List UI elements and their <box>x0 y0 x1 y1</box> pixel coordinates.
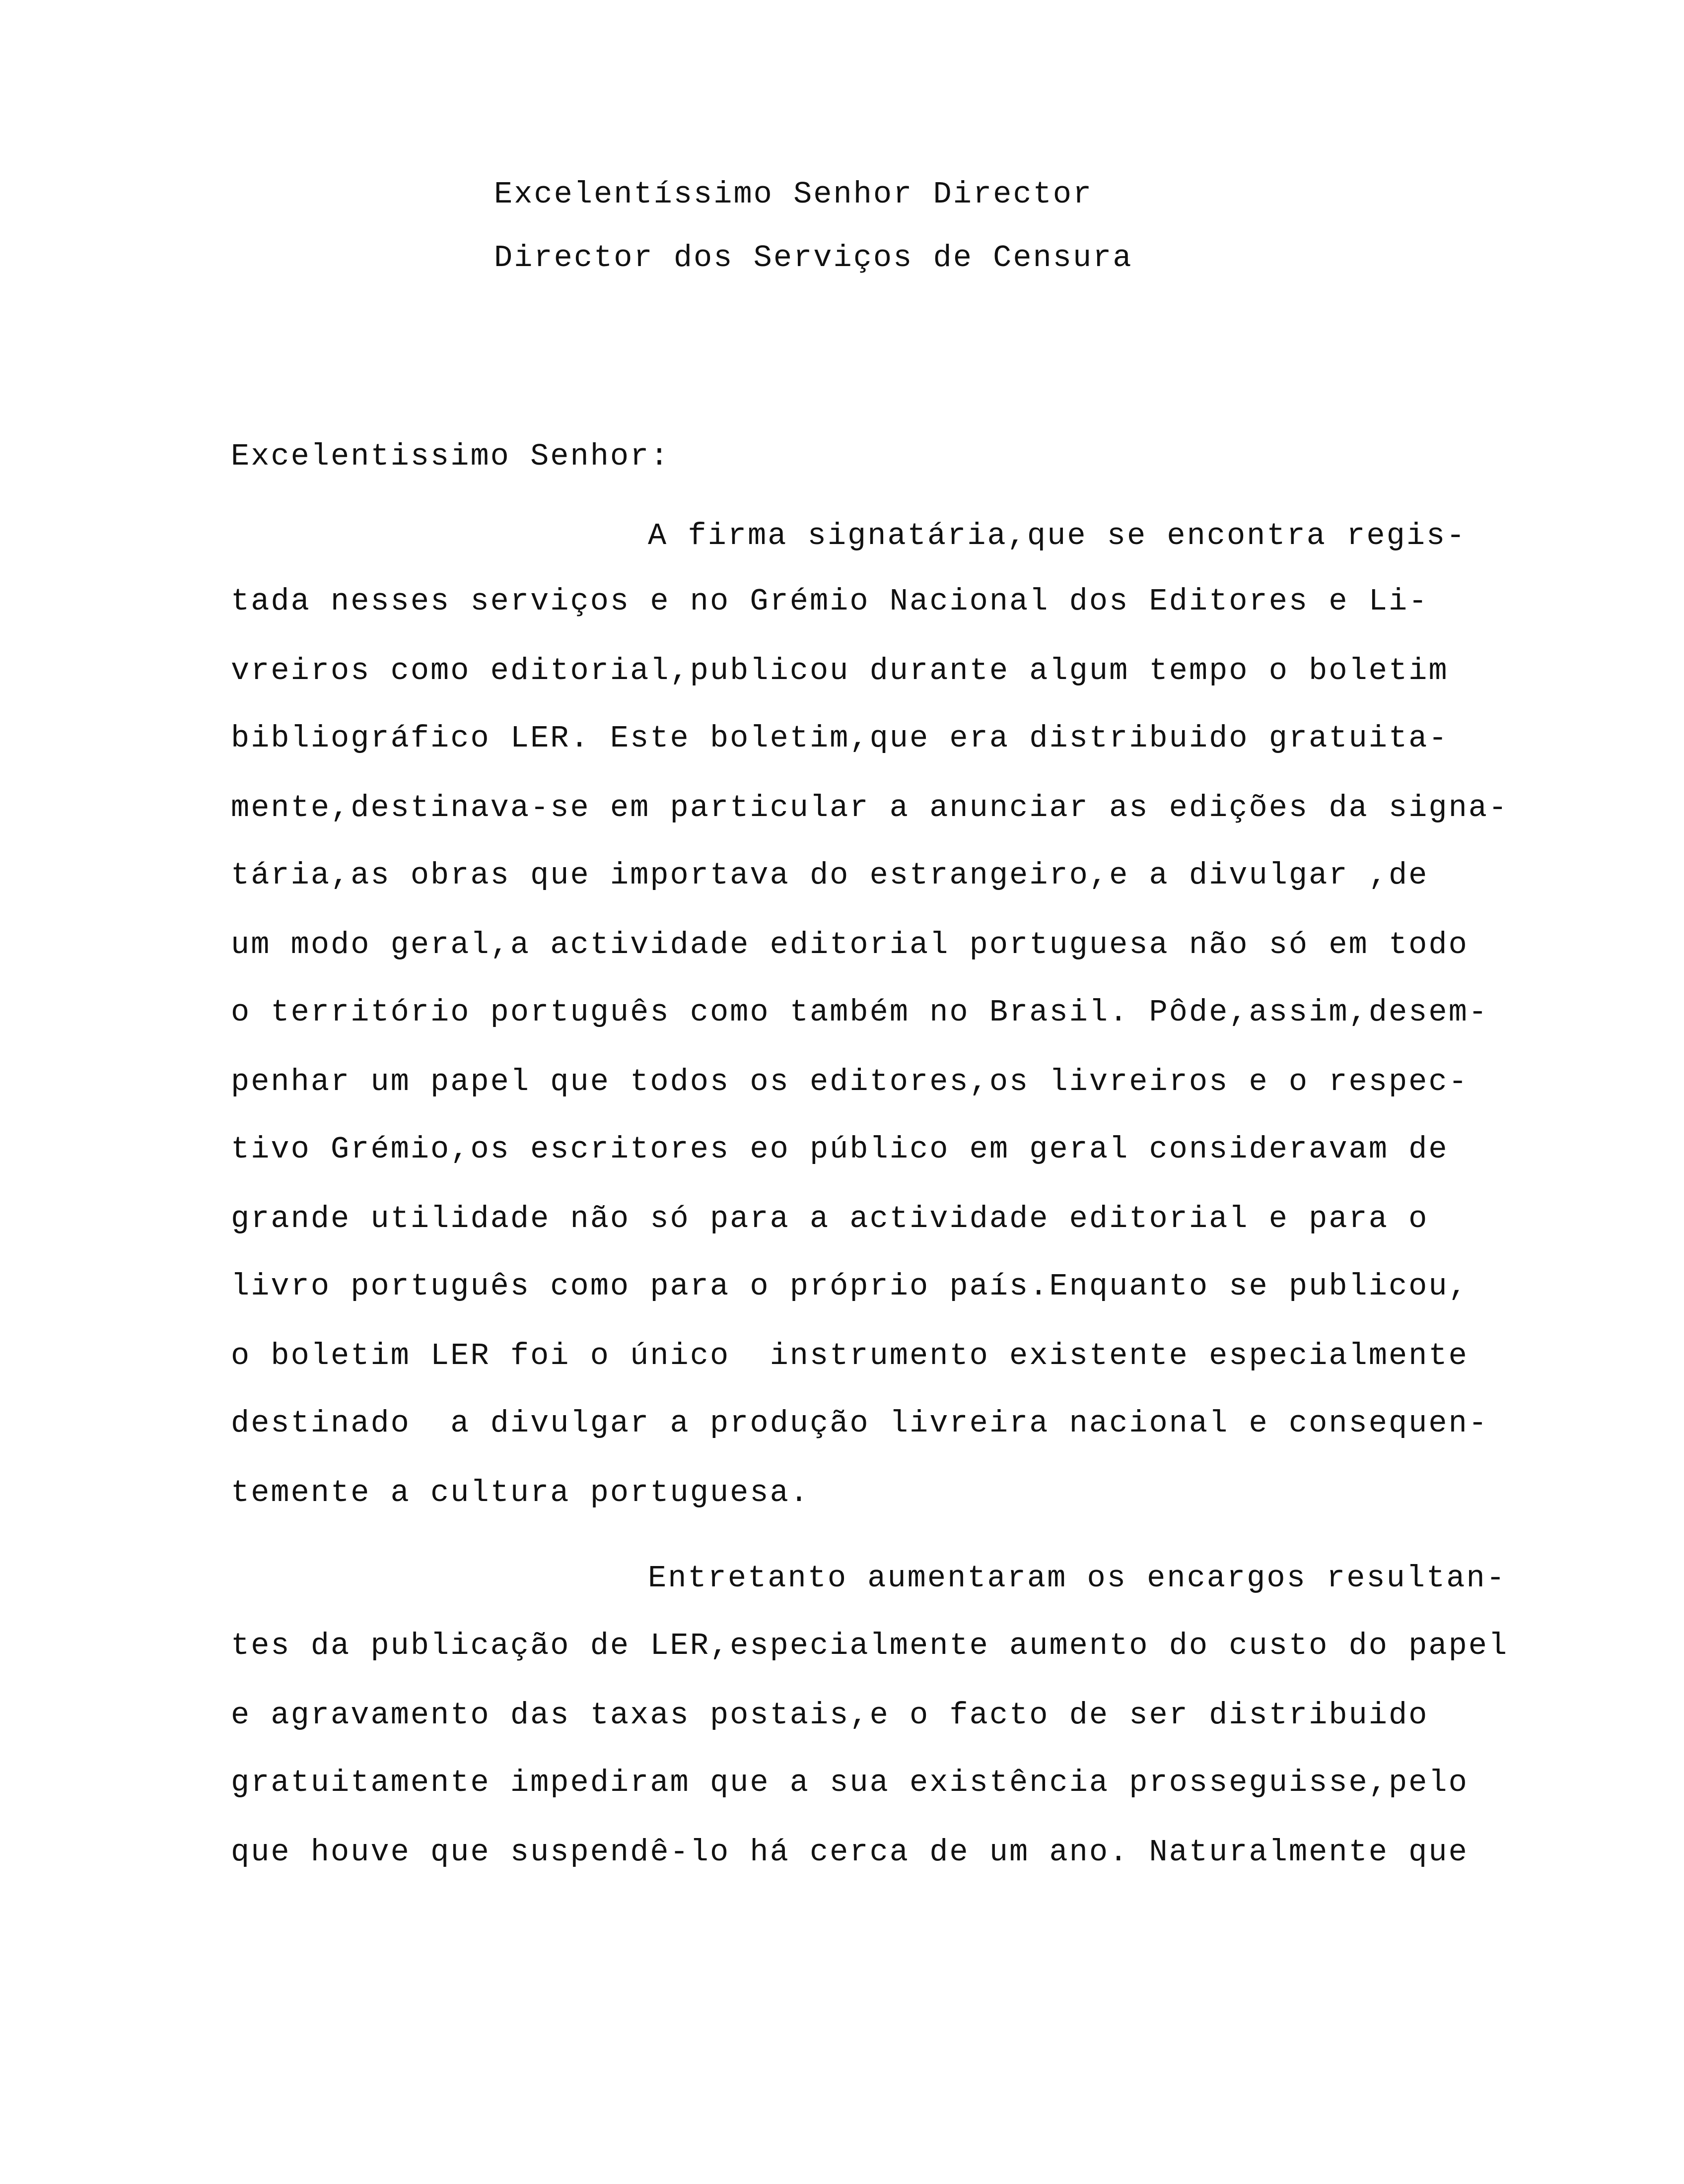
paragraph-2-line-4: gratuitamente impediram que a sua existência prosseguisse,pelo <box>231 1765 1469 1800</box>
paragraph-1-line-2: tada nesses serviços e no Grémio Nacional dos Editores e Li- <box>231 584 1429 619</box>
salutation: Excelentissimo Senhor: <box>231 439 670 474</box>
paragraph-1-line-8: o território português como também no Brasil. Pôde,assim,desem- <box>231 995 1488 1030</box>
paragraph-1-line-10: tivo Grémio,os escritores eo público em geral consideravam de <box>231 1132 1449 1167</box>
addressee-line-2: Director dos Serviços de Censura <box>494 240 1133 275</box>
paragraph-1-line-3: vreiros como editorial,publicou durante algum tempo o boletim <box>231 653 1449 688</box>
paragraph-1-line-9: penhar um papel que todos os editores,os livreiros e o respec- <box>231 1064 1469 1099</box>
paragraph-2-line-3: e agravamento das taxas postais,e o facto de ser distribuido <box>231 1698 1429 1733</box>
paragraph-1-line-5: mente,destinava-se em particular a anunciar as edições da signa- <box>231 790 1509 825</box>
addressee-line-1: Excelentíssimo Senhor Director <box>494 177 1093 212</box>
paragraph-2-line-2: tes da publicação de LER,especialmente aumento do custo do papel <box>231 1628 1509 1663</box>
paragraph-1-line-4: bibliográfico LER. Este boletim,que era distribuido gratuita- <box>231 721 1449 756</box>
paragraph-1-line-15: temente a cultura portuguesa. <box>231 1475 810 1510</box>
paragraph-1-line-13: o boletim LER foi o único instrumento existente especialmente <box>231 1338 1469 1373</box>
paragraph-1-line-7: um modo geral,a actividade editorial portuguesa não só em todo <box>231 927 1469 962</box>
paragraph-1-line-6: tária,as obras que importava do estrangeiro,e a divulgar ,de <box>231 858 1429 893</box>
paragraph-2-line-1: Entretanto aumentaram os encargos resultan- <box>648 1561 1506 1596</box>
paragraph-1-line-14: destinado a divulgar a produção livreira nacional e consequen- <box>231 1406 1488 1441</box>
paragraph-1-line-11: grande utilidade não só para a actividade editorial e para o <box>231 1201 1429 1236</box>
paragraph-1-line-12: livro português como para o próprio país.Enquanto se publicou, <box>231 1269 1469 1304</box>
paragraph-2-line-5: que houve que suspendê-lo há cerca de um ano. Naturalmente que <box>231 1835 1469 1870</box>
paragraph-1-line-1: A firma signatária,que se encontra regis- <box>648 518 1467 553</box>
